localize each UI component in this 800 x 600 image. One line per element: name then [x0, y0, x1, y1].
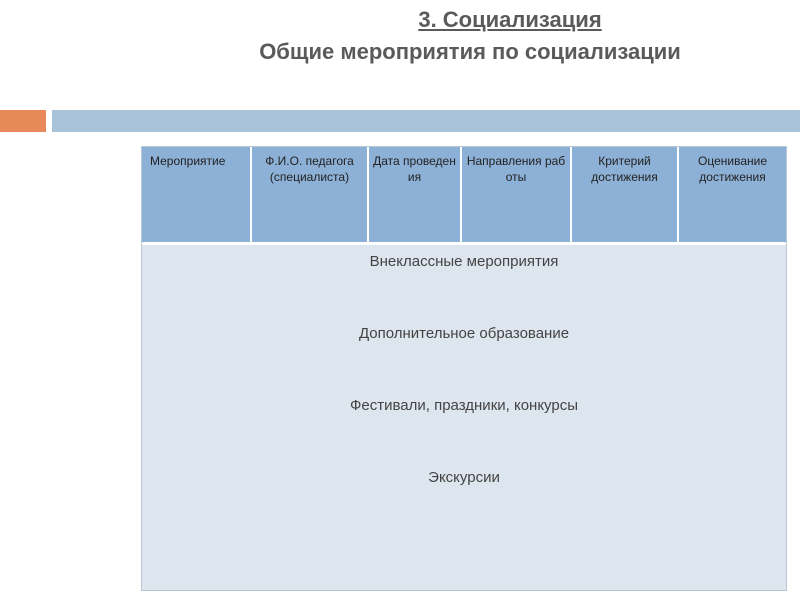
section-title: 3. Социализация	[418, 7, 602, 32]
body-line-additional-education: Дополнительное образование	[358, 325, 570, 342]
header-date: Дата проведения	[369, 147, 462, 242]
events-table	[141, 146, 787, 591]
body-line-extracurricular: Внеклассные мероприятия	[369, 253, 559, 270]
decor-bar-blue	[52, 110, 800, 132]
slide-subtitle: Общие мероприятия по социализации	[259, 39, 681, 64]
header-criterion: Критерий достижения	[572, 147, 679, 242]
header-evaluation: Оценивание достижения	[698, 154, 767, 184]
table-body-cell	[142, 245, 786, 590]
header-teacher-name: Ф.И.О. педагога (специалиста)	[252, 147, 369, 242]
header-direction: Направления работы	[462, 147, 572, 242]
header-event: Мероприятие	[142, 147, 252, 242]
table-header-row	[142, 147, 786, 245]
body-line-festivals: Фестивали, праздники, конкурсы	[349, 397, 579, 414]
body-line-excursions: Экскурсии	[428, 469, 500, 486]
slide-title	[140, 6, 800, 66]
decor-bar-orange	[0, 110, 46, 132]
